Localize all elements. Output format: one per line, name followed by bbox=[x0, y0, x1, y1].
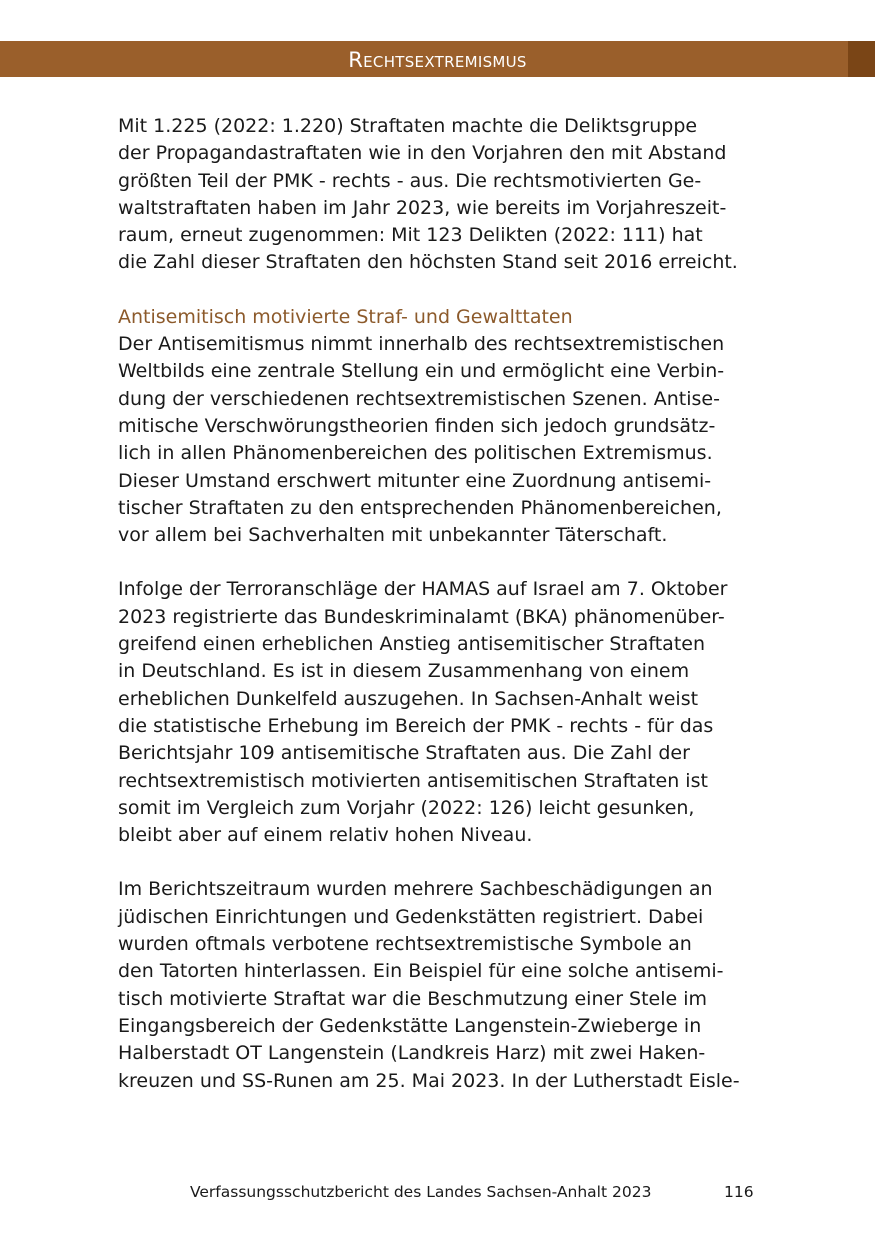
text-line: rechtsextremistisch motivierten antisemitischen Straftaten ist bbox=[118, 769, 708, 792]
text-line: erheblichen Dunkelfeld auszugehen. In Sachsen-Anhalt weist bbox=[118, 687, 699, 710]
chapter-title: Rechtsextremismus bbox=[348, 48, 527, 72]
text-line: Infolge der Terroranschläge der HAMAS auf Israel am 7. Oktober bbox=[118, 578, 728, 601]
text-line: raum, erneut zugenommen: Mit 123 Delikten (2022: 111) hat bbox=[118, 224, 703, 247]
text-line: 2023 registrierte das Bundeskriminalamt (BKA) phänomenüber- bbox=[118, 605, 725, 628]
text-line: Im Berichtszeitraum wurden mehrere Sachbeschädigungen an bbox=[118, 878, 713, 901]
text-line: wurden oftmals verbotene rechtsextremistische Symbole an bbox=[118, 933, 692, 956]
text-line: der Propagandastraftaten wie in den Vorjahren den mit Abstand bbox=[118, 142, 727, 165]
text-line: dung der verschiedenen rechtsextremistischen Szenen. Antise- bbox=[118, 387, 720, 410]
paragraph-propaganda bbox=[118, 113, 758, 277]
text-line: Der Antisemitismus nimmt innerhalb des rechtsextremistischen bbox=[118, 333, 725, 356]
text-line: Mit 1.225 (2022: 1.220) Straftaten machte die Deliktsgruppe bbox=[118, 115, 698, 137]
text-line: lich in allen Phänomenbereichen des politischen Extremismus. bbox=[118, 442, 713, 465]
text-line: die Zahl dieser Straftaten den höchsten Stand seit 2016 erreicht. bbox=[118, 251, 738, 274]
text-line: Dieser Umstand erschwert mitunter eine Zuordnung antisemi- bbox=[118, 469, 712, 492]
text-line: tisch motivierte Straftat war die Beschmutzung einer Stele im bbox=[118, 987, 708, 1010]
paragraph-antisemitism bbox=[118, 331, 758, 549]
text-line: vor allem bei Sachverhalten mit unbekannter Täterschaft. bbox=[118, 524, 668, 547]
text-line: bleibt aber auf einem relativ hohen Niveau. bbox=[118, 824, 533, 847]
text-line: Eingangsbereich der Gedenkstätte Langenstein-Zwieberge in bbox=[118, 1014, 702, 1037]
text-line: mitische Verschwörungstheorien finden sich jedoch grundsätz- bbox=[118, 414, 716, 437]
paragraph-damage bbox=[118, 876, 758, 1094]
footer-publication-title: Verfassungsschutzbericht des Landes Sachsen-Anhalt 2023 bbox=[190, 1183, 652, 1201]
text-line: tischer Straftaten zu den entsprechenden Phänomenbereichen, bbox=[118, 496, 722, 519]
text-line: jüdischen Einrichtungen und Gedenkstätten registriert. Dabei bbox=[118, 905, 704, 928]
body-text bbox=[118, 113, 758, 1095]
text-line: den Tatorten hinterlassen. Ein Beispiel für eine solche antisemi- bbox=[118, 960, 724, 983]
text-line: Weltbilds eine zentrale Stellung ein und ermöglicht eine Verbin- bbox=[118, 360, 725, 383]
section-subheading: Antisemitisch motivierte Straf- und Gewalttaten bbox=[118, 305, 573, 328]
text-line: Berichtsjahr 109 antisemitische Straftaten aus. Die Zahl der bbox=[118, 742, 690, 765]
text-line: in Deutschland. Es ist in diesem Zusammenhang von einem bbox=[118, 660, 690, 683]
text-line: die statistische Erhebung im Bereich der PMK - rechts - für das bbox=[118, 714, 714, 737]
text-line: greifend einen erheblichen Anstieg antisemitischer Straftaten bbox=[118, 633, 705, 656]
text-line: Halberstadt OT Langenstein (Landkreis Harz) mit zwei Haken- bbox=[118, 1042, 706, 1065]
text-line: größten Teil der PMK - rechts - aus. Die rechtsmotivierten Ge- bbox=[118, 169, 702, 192]
text-line: somit im Vergleich zum Vorjahr (2022: 126) leicht gesunken, bbox=[118, 796, 695, 819]
page-number: 116 bbox=[724, 1183, 754, 1201]
paragraph-hamas bbox=[118, 576, 758, 849]
text-line: kreuzen und SS-Runen am 25. Mai 2023. In der Lutherstadt Eisle- bbox=[118, 1069, 740, 1092]
text-line: waltstraftaten haben im Jahr 2023, wie bereits im Vorjahreszeit- bbox=[118, 196, 727, 219]
